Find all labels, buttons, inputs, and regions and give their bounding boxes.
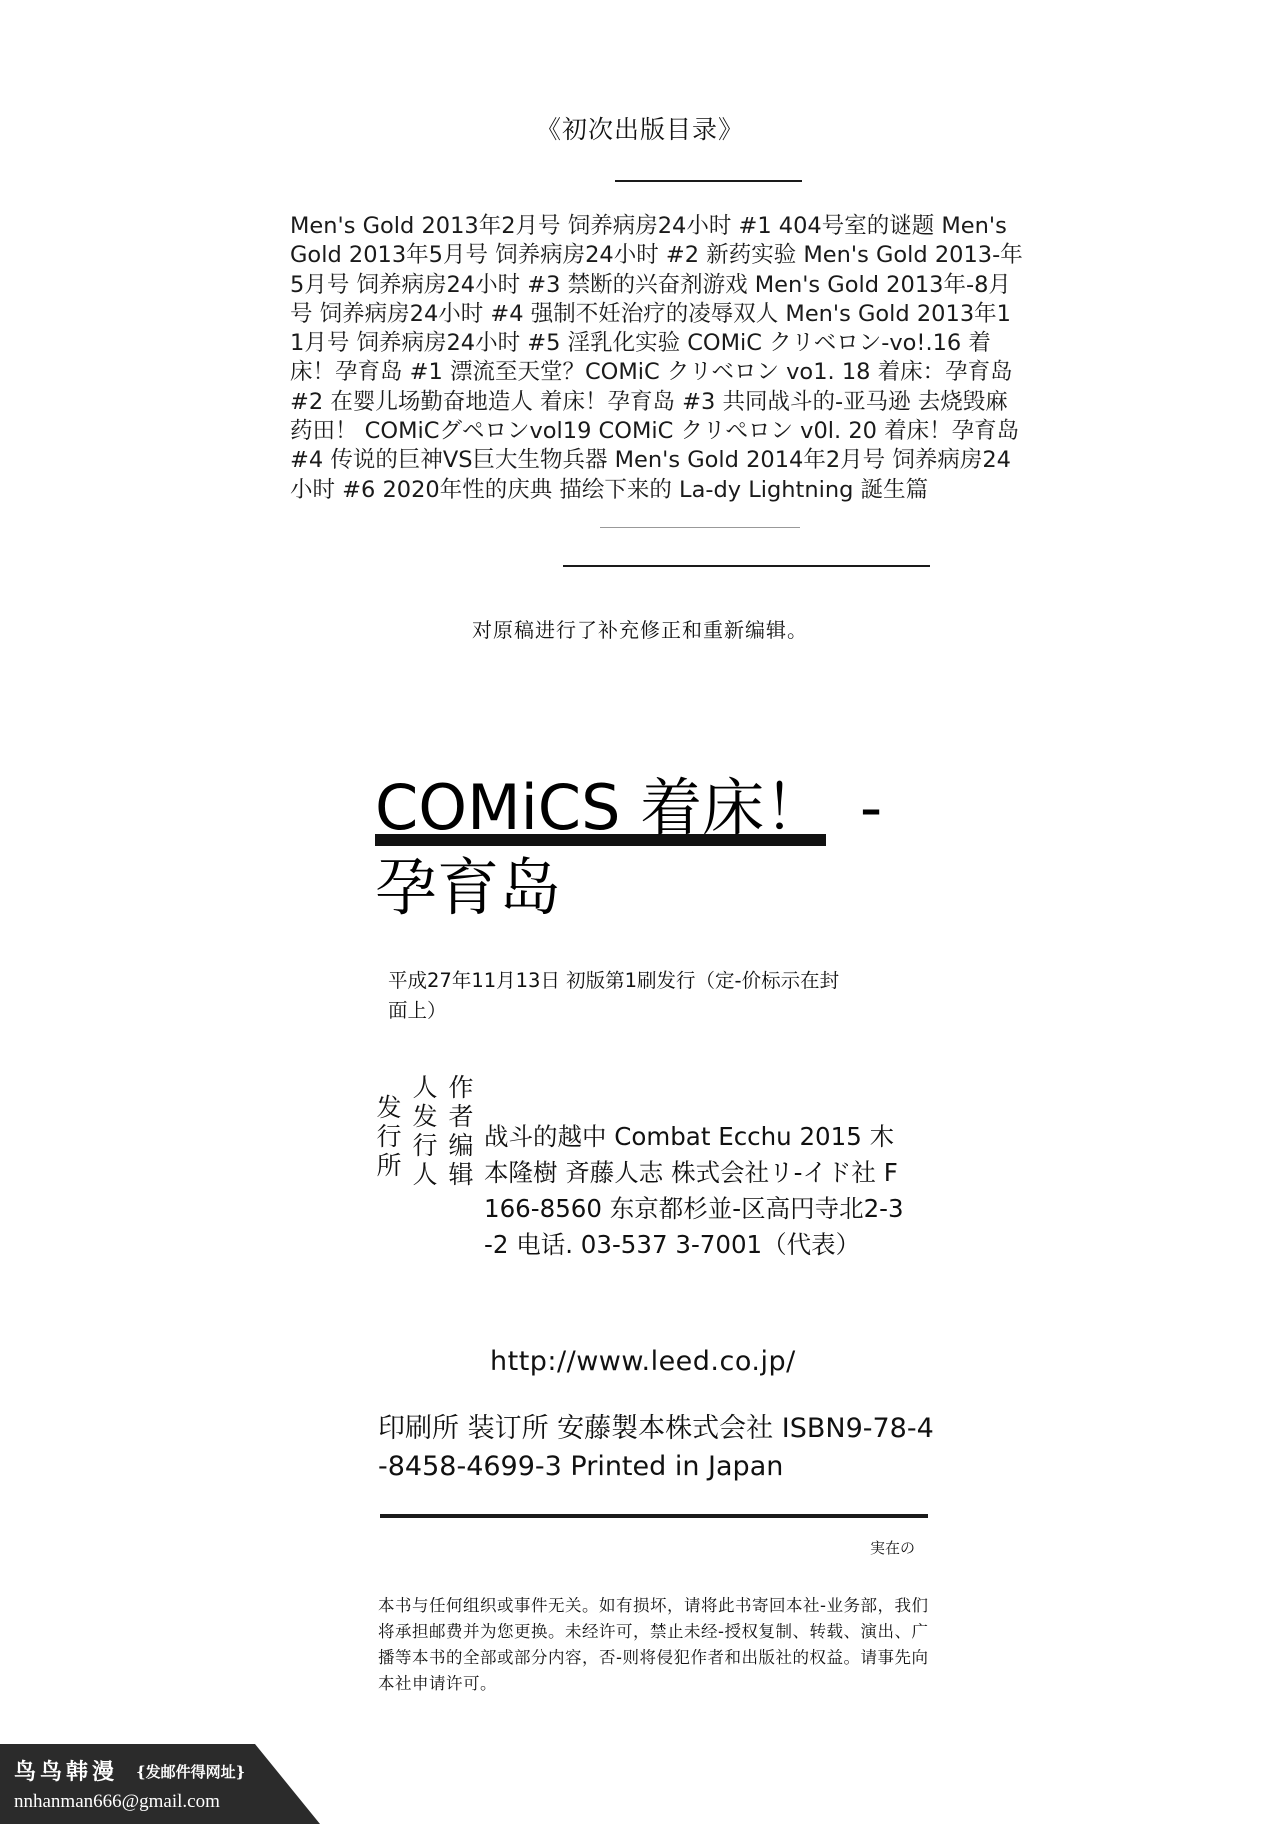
revised-note: 对原稿进行了补充修正和重新编辑。: [472, 618, 808, 642]
role-label-publisher-person: 人发行人: [409, 1074, 438, 1190]
watermark-title: 鸟鸟韩漫: [14, 1759, 119, 1785]
title-dash: -: [859, 771, 883, 844]
divider-rule: [563, 565, 930, 567]
credits: 战斗的越中 Combat Ecchu 2015 木本隆樹 斉藤人志 株式会社リ-イド社 F166-8560 东京都杉並-区高円寺北2-3-2 电话. 03-537 3-7001（代表）: [484, 1122, 904, 1259]
toc-heading: 《初次出版目录》: [535, 115, 744, 144]
role-label-author: 作者编辑: [445, 1074, 474, 1190]
divider-rule: [600, 527, 800, 528]
printer-info: 印刷所 装订所 安藤製本株式会社 ISBN9-78-4-8458-4699-3 Printed in Japan: [378, 1413, 934, 1482]
watermark-subtitle: {发邮件得网址}: [136, 1763, 246, 1781]
publisher-url[interactable]: http://www.leed.co.jp/: [490, 1346, 796, 1377]
title-line-1: COMiCS 着床！: [375, 771, 827, 844]
title-line-2: 孕育岛: [375, 851, 562, 924]
book-title: [375, 768, 882, 928]
divider-rule: [615, 180, 802, 182]
toc-body: Men's Gold 2013年2月号 饲养病房24小时 #1 404号室的谜题 Men's Gold 2013年5月号 饲养病房24小时 #2 新药实验 Men's Gold 2013-年5月号 饲养病房24小时 #3 禁断的兴奋剂游戏 Men's Gold 2013年-8月号 饲养病房24小时 #4 强制不妊治疗的凌辱双人 Men's Gold 2013年11月号 饲养病房24小时 #5 淫乳化实验 COMiC クリベロン-vo!.16 着床！孕育岛 #1 漂流至天堂？COMiC クリベロン vo1. 18 着床：孕育岛 #2 在婴儿场勤奋地造人 着床！孕育岛 #3 共同战斗的-亚马逊 去烧毁麻药田！ COMiCグペロンvol19 COMiC クリぺロン v0l. 20 着床！孕育岛 #4 传说的巨神VS巨大生物兵器 Men's Gold 2014年2月号 饲养病房24小时 #6 2020年性的庆典 描绘下来的 La-dy Lightning 誕生篇: [290, 213, 1023, 503]
watermark-email: nnhanman666@gmail.com: [14, 1791, 220, 1812]
disclaimer: 本书与任何组织或事件无关。如有损坏，请将此书寄回本社-业务部，我们将承担邮费并为您更换。未经许可，禁止未经-授权复制、转载、演出、广播等本书的全部或部分内容，否-则将侵犯作者和出版社的权益。请事先向本社申请许可。: [378, 1596, 929, 1693]
divider-rule: [380, 1514, 928, 1518]
fiction-note: 実在の: [870, 1539, 916, 1557]
role-label-publishing-house: 发行所: [373, 1094, 402, 1181]
publication-date: 平成27年11月13日 初版第1刷发行（定-价标示在封面上）: [388, 969, 840, 1022]
